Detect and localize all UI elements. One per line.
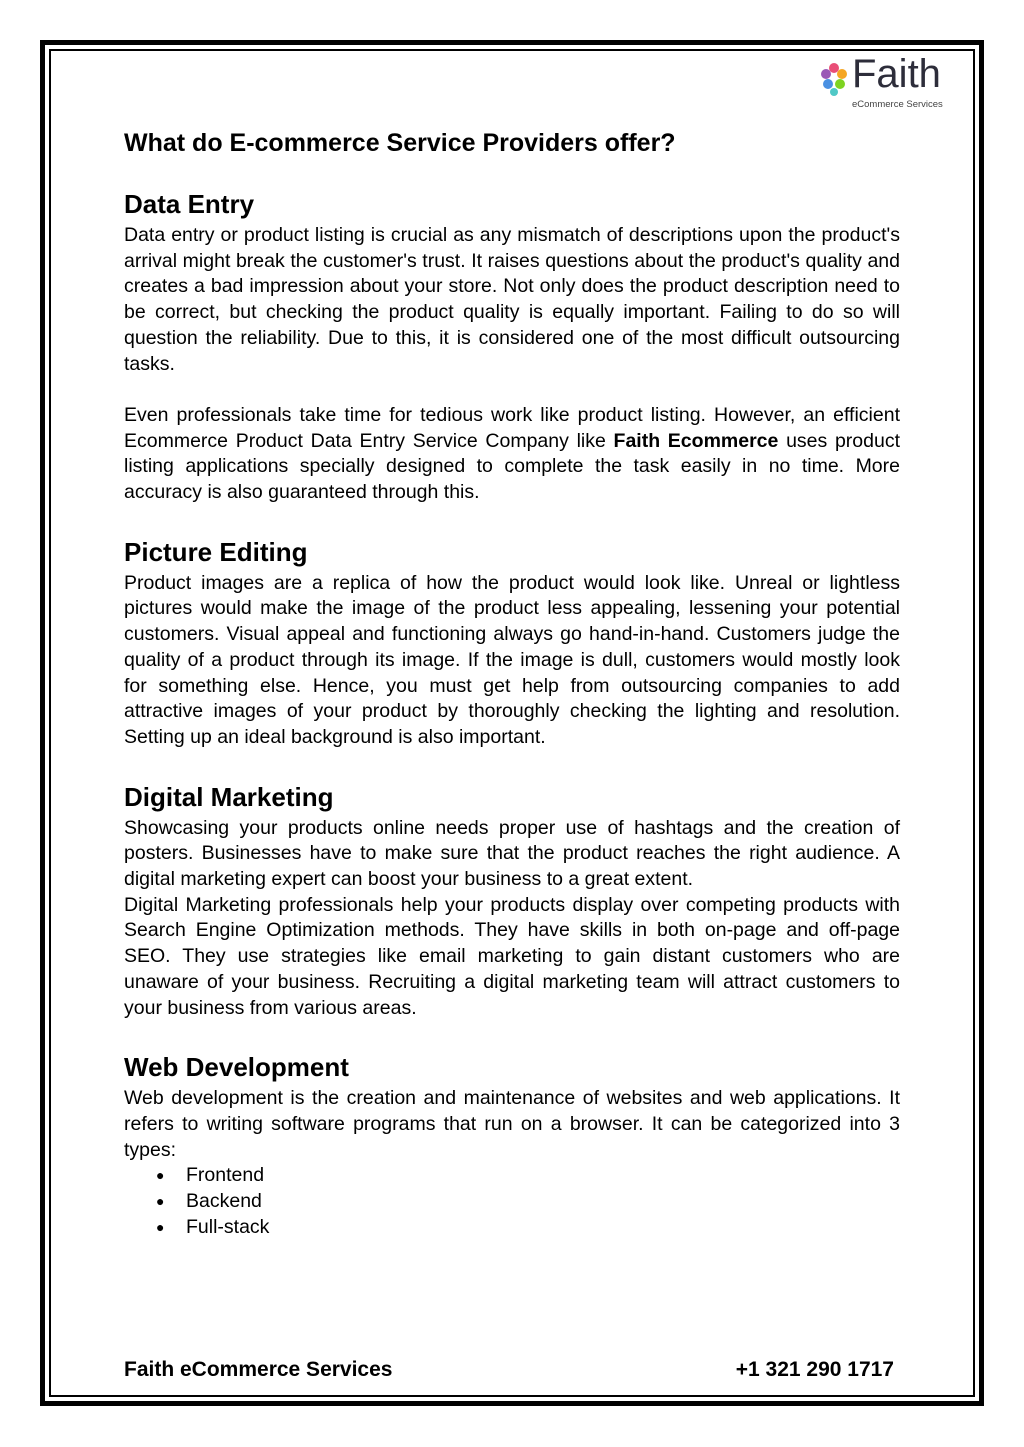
section-digital-marketing <box>124 781 900 1022</box>
paragraph: Web development is the creation and maintenance of websites and web applications. It refers to writing software programs that run on a browser. It can be categorized into 3 types: <box>124 1087 900 1161</box>
paragraph: Showcasing your products online needs proper use of hashtags and the creation of posters. Businesses have to make sure that the product reaches the right audience. A digital marketing expert can boost your business to a great extent. <box>124 816 900 891</box>
footer <box>124 1358 894 1382</box>
footer-phone: +1 321 290 1717 <box>735 1358 894 1381</box>
company-name-bold: Faith Ecommerce <box>613 429 779 452</box>
logo-subtitle: eCommerce Services <box>852 99 943 110</box>
document-body <box>124 127 900 1240</box>
document-title: What do E-commerce Service Providers offer? <box>124 129 676 157</box>
types-list <box>124 1163 900 1240</box>
paragraph: Data entry or product listing is crucial as any mismatch of descriptions upon the product's arrival might break the customer's trust. It raises questions about the product's quality and creates a bad impression about your store. Not only does the product description need to be correct, but checking the product quality is equally important. Failing to do so will question the reliability. Due to this, it is considered one of the most difficult outsourcing tasks. <box>124 224 900 375</box>
section-heading: Web Development <box>124 1052 349 1083</box>
section-heading: Picture Editing <box>124 536 308 567</box>
list-item: ● Full-stack <box>186 1215 900 1241</box>
paragraph <box>124 403 900 506</box>
flower-icon <box>818 60 850 100</box>
section-heading: Data Entry <box>124 189 255 219</box>
paragraph-text: Even professionals take time for tedious work like product listing. However, an efficient Ecommerce Product Data Entry Service Company like <box>124 403 900 452</box>
paragraph: Product images are a replica of how the product would look like. Unreal or lightless pictures would make the image of the product less appealing, lessening your potential customers. Visual appeal and functioning always go hand-in-hand. Customers judge the quality of a product through its image. If the image is dull, customers would mostly look for something else. Hence, you must get help from outsourcing companies to add attractive images of your product by thoroughly checking the lighting and resolution. Setting up an ideal background is also important. <box>124 571 900 748</box>
section-data-entry <box>124 188 900 506</box>
section-heading: Digital Marketing <box>124 781 334 812</box>
section-web-development <box>124 1051 900 1240</box>
section-picture-editing <box>124 536 900 751</box>
list-item: ● Backend <box>186 1189 900 1215</box>
paragraph-text: uses product listing applications specially designed to complete the task easily in no time. More accuracy is also guaranteed through this. <box>124 429 900 504</box>
paragraph: Digital Marketing professionals help your products display over competing products with Search Engine Optimization methods. They have skills in both on-page and off-page SEO. They use strategies like email marketing to gain distant customers who are unaware of your business. Recruiting a digital marketing team will attract customers to your business from various areas. <box>124 893 900 1019</box>
footer-company: Faith eCommerce Services <box>124 1358 393 1381</box>
logo-wordmark: Faith <box>852 52 941 96</box>
faith-logo <box>818 52 958 114</box>
list-item: ● Frontend <box>186 1163 900 1189</box>
